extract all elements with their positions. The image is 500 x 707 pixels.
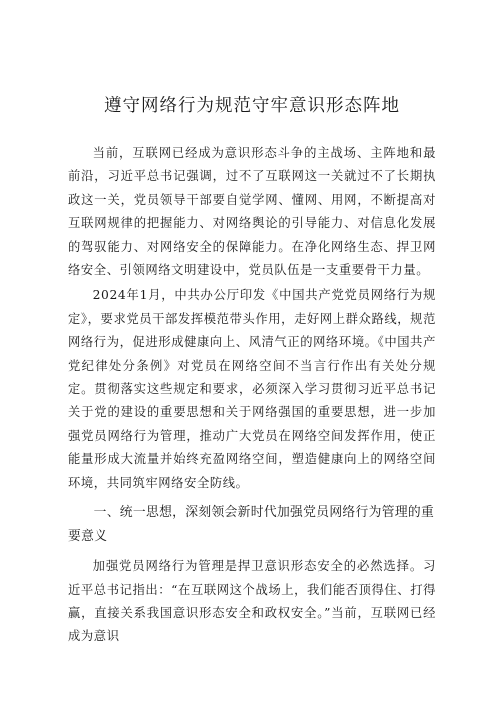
paragraph-regulation: 2024年1月，中共办公厅印发《中国共产党党员网络行为规定》，要求党员干部发挥模范带头作用，走好网上群众路线，规范网络行为，促进形成健康向上、风清气正的网络环境。《中国共产党纪律处分条例》对党员在网络空间不当言行作出有关处分规定。贯彻落实这些规定和要求，必须深入学习贯彻习近平总书记关于党的建设的重要思想和关于网络强国的重要思想，进一步加强党员网络行为管理，推动广大党员在网络空间发挥作用，使正能量形成大流量并始终充盈网络空间，塑造健康向上的网络空间环境，共同筑牢网络安全防线。 bbox=[68, 288, 436, 490]
paragraph-intro: 当前，互联网已经成为意识形态斗争的主战场、主阵地和最前沿，习近平总书记强调，过不了互联网这一关就过不了长期执政这一关，党员领导干部要自觉学网、懂网、用网，不断提高对互联网规律的把握能力、对网络舆论的引导能力、对信息化发展的驾驭能力、对网络安全的保障能力。在净化网络生态、捍卫网络安全、引领网络文明建设中，党员队伍是一支重要骨干力量。 bbox=[68, 146, 436, 278]
section-heading: 一、统一思想，深刻领会新时代加强党员网络行为管理的重要意义 bbox=[68, 505, 435, 545]
document-title: 遵守网络行为规范守牢意识形态阵地 bbox=[104, 96, 400, 116]
paragraph-section-1: 加强党员网络行为管理是捍卫意识形态安全的必然选择。习近平总书记指出：“在互联网这个战场上，我们能否顶得住、打得赢，直接关系我国意识形态安全和政权安全。”当前，互联网已经成为意识 bbox=[68, 559, 437, 644]
document-body bbox=[68, 142, 436, 649]
